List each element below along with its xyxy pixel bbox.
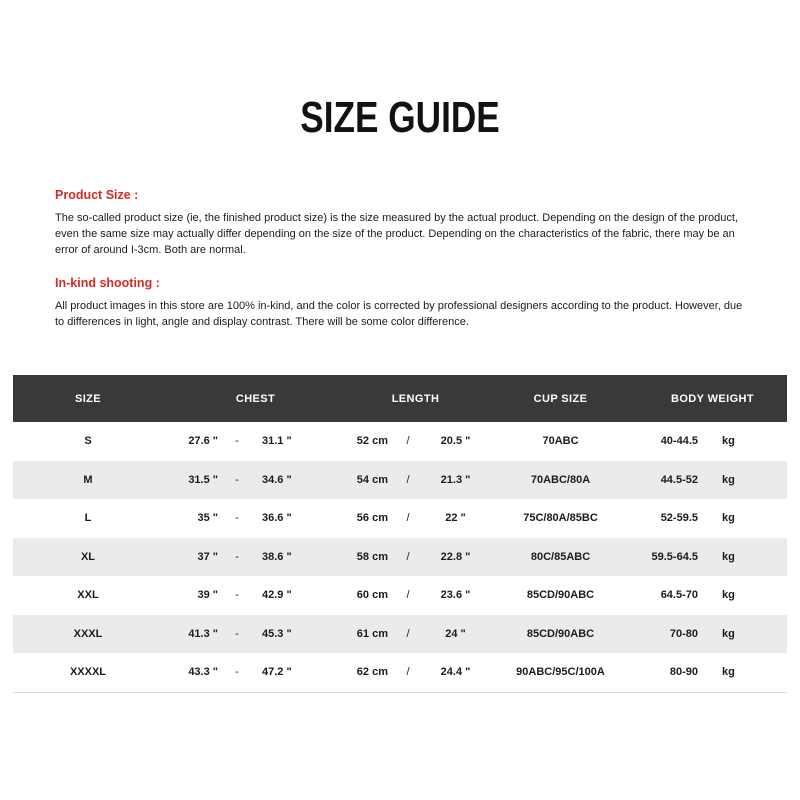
chest-min-cell: 43.3 " [188,666,218,679]
column-header-chest: CHEST [235,392,276,405]
chest-dash: - [235,666,239,679]
size-cell: XXL [77,589,99,602]
length-cm-cell: 60 cm [356,589,388,602]
chest-min-cell: 31.5 " [188,473,218,486]
table-row [13,422,787,461]
length-cm-cell: 52 cm [356,435,388,448]
chest-max-cell: 38.6 " [262,550,292,563]
size-cell: XXXXL [69,666,107,679]
chest-min-cell: 27.6 " [188,435,218,448]
weight-unit-cell: kg [722,666,735,679]
size-table [13,375,787,693]
length-cm-cell: 61 cm [356,627,388,640]
body-weight-cell: 44.5-52 [660,473,698,486]
length-slash: / [406,435,410,448]
column-header-size: SIZE [74,392,102,405]
table-row [13,576,787,615]
chest-min-cell: 35 " [197,512,218,525]
weight-unit-cell: kg [722,627,735,640]
chest-dash: - [235,473,239,486]
in-kind-shooting-text: All product images in this store are 100% in-kind, and the color is corrected by professional designers according to the product. However, due to differences in light, angle and display contrast. There will be some color difference. [55,300,743,328]
body-weight-cell: 64.5-70 [660,589,698,602]
chest-dash: - [235,435,239,448]
chest-min-cell: 41.3 " [188,627,218,640]
length-inch-cell: 22 " [445,512,466,525]
cup-size-cell: 90ABC/95C/100A [516,666,605,679]
length-inch-cell: 23.6 " [440,589,471,602]
body-weight-cell: 80-90 [669,666,698,679]
table-row [13,461,787,500]
size-cell: XXXL [73,627,103,640]
table-row [13,499,787,538]
length-cm-cell: 54 cm [356,473,388,486]
chest-max-cell: 45.3 " [262,627,292,640]
table-row [13,538,787,577]
length-inch-cell: 24.4 " [440,666,471,679]
size-table-header [13,375,787,422]
chest-min-cell: 37 " [197,550,218,563]
length-slash: / [406,627,410,640]
length-cm-cell: 58 cm [356,550,388,563]
length-inch-cell: 20.5 " [440,435,471,448]
table-row [13,615,787,654]
weight-unit-cell: kg [722,512,735,525]
chest-max-cell: 34.6 " [262,473,292,486]
page-title: SIZE GUIDE [300,93,500,142]
body-weight-cell: 52-59.5 [660,512,698,525]
product-size-text: The so-called product size (ie, the finished product size) is the size measured by the actual product. Depending on the design of the product, even the same size may actually differ depending on the size of the product. Depending on the characteristics of the fabric, there may be an error of around I-3cm. Both are normal. [55,212,739,256]
size-cell: XL [80,550,96,563]
chest-max-cell: 47.2 " [262,666,292,679]
length-inch-cell: 22.8 " [440,550,471,563]
cup-size-cell: 70ABC [542,435,579,448]
chest-dash: - [235,589,239,602]
size-table-body [13,422,787,692]
length-inch-cell: 21.3 " [440,473,471,486]
chest-dash: - [235,550,239,563]
table-row [13,653,787,692]
weight-unit-cell: kg [722,550,735,563]
chest-max-cell: 31.1 " [262,435,292,448]
size-cell: M [83,473,93,486]
chest-dash: - [235,627,239,640]
length-slash: / [406,666,410,679]
column-header-cup-size: CUP SIZE [533,392,588,405]
cup-size-cell: 80C/85ABC [530,550,591,563]
chest-min-cell: 39 " [197,589,218,602]
in-kind-shooting-heading: In-kind shooting : [55,276,160,291]
cup-size-cell: 85CD/90ABC [526,589,595,602]
length-inch-cell: 24 " [445,627,466,640]
size-cell: L [84,512,92,525]
cup-size-cell: 70ABC/80A [530,473,591,486]
length-slash: / [406,589,410,602]
length-slash: / [406,512,410,525]
intro-content [55,188,747,330]
length-cm-cell: 56 cm [356,512,388,525]
size-cell: S [84,435,92,448]
column-header-body-weight: BODY WEIGHT [670,392,755,405]
chest-max-cell: 36.6 " [262,512,292,525]
body-weight-cell: 59.5-64.5 [651,550,698,563]
weight-unit-cell: kg [722,473,735,486]
cup-size-cell: 85CD/90ABC [526,627,595,640]
cup-size-cell: 75C/80A/85BC [523,512,598,525]
chest-max-cell: 42.9 " [262,589,292,602]
length-slash: / [406,550,410,563]
column-header-length: LENGTH [391,392,440,405]
product-size-heading: Product Size : [55,188,139,203]
chest-dash: - [235,512,239,525]
weight-unit-cell: kg [722,435,735,448]
length-slash: / [406,473,410,486]
body-weight-cell: 40-44.5 [660,435,698,448]
length-cm-cell: 62 cm [356,666,388,679]
body-weight-cell: 70-80 [669,627,698,640]
weight-unit-cell: kg [722,589,735,602]
